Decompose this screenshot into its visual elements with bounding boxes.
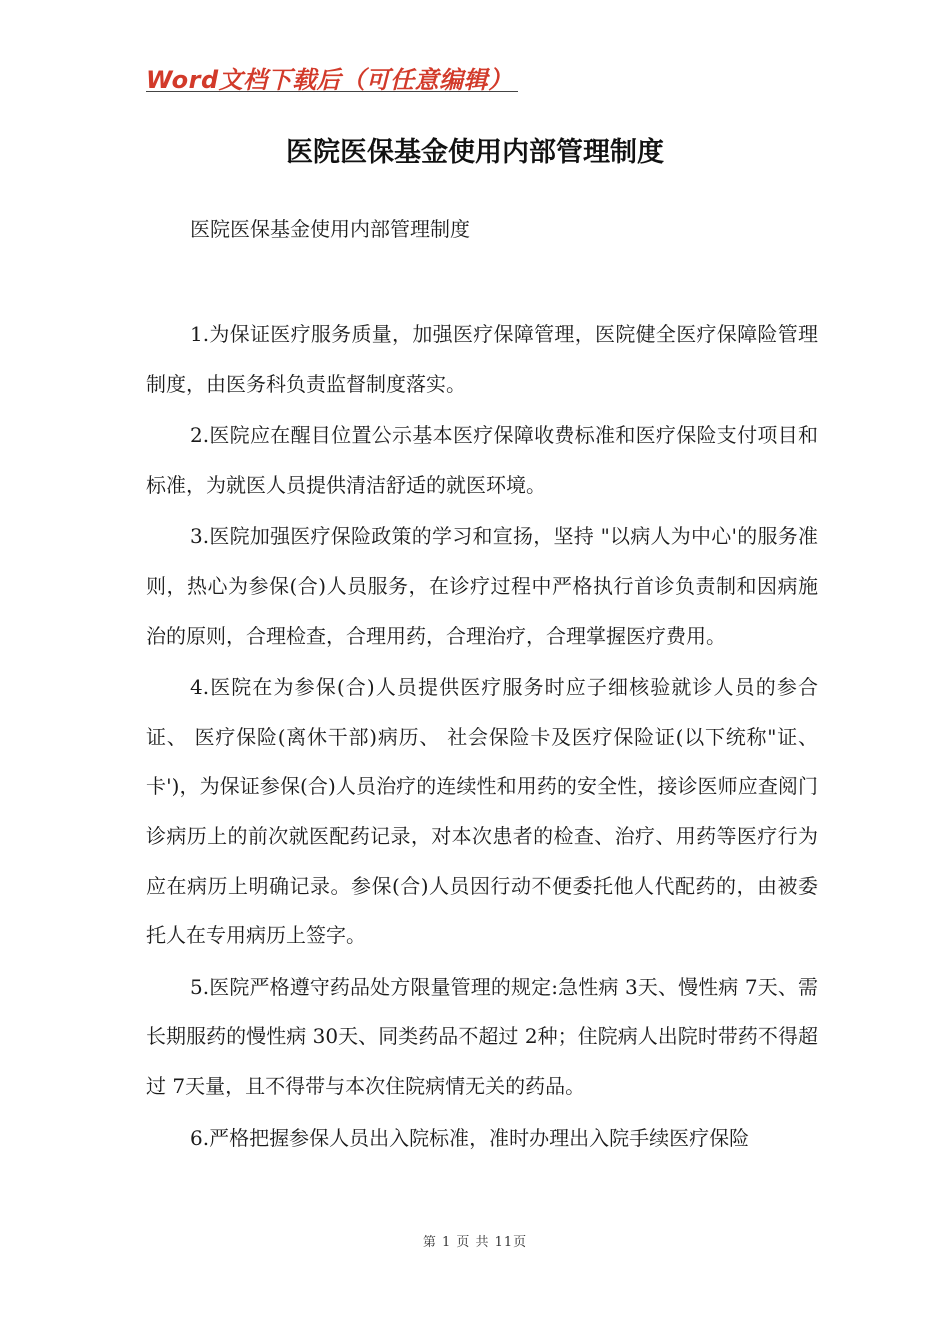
page-footer: 第 1 页 共 11页 [422,1235,528,1250]
download-watermark: Word文档下载后（可任意编辑） [146,66,513,94]
page-title: 医院医保基金使用内部管理制度 [286,137,664,168]
paragraph-4: 4.医院在为参保(合)人员提供医疗服务时应子细核验就诊人员的参合证、 医疗保险(离休干部)病历、 社会保险卡及医疗保险证(以下统称"证、卡')，为保证参保(合)人员治疗的连续性和用药的安全性，接诊医师应查阅门诊病历上的前次就医配药记录，对本次患者的检查、治疗、用药等医疗行为应在病历上明确记录。参保(合)人员因行动不便委托他人代配药的，由被委托人在专用病历上签字。 [146,675,818,948]
paragraph-5: 5.医院严格遵守药品处方限量管理的规定:急性病 3天、慢性病 7天、需长期服药的慢性病 30天、同类药品不超过 2种；住院病人出院时带药不得超过 7天量，且不得带与本次住院病情无关的药品。 [146,974,818,1098]
paragraph-1: 1.为保证医疗服务质量，加强医疗保障管理，医院健全医疗保障险管理制度，由医务科负责监督制度落实。 [146,322,818,396]
paragraph-3: 3.医院加强医疗保险政策的学习和宣扬，坚持 "以病人为中心'的服务准则，热心为参保(合)人员服务，在诊疗过程中严格执行首诊负责制和因病施治的原则，合理检查，合理用药，合理治疗，合理掌握医疗费用。 [146,524,818,648]
paragraph-2: 2.医院应在醒目位置公示基本医疗保障收费标准和医疗保险支付项目和标准，为就医人员提供清洁舒适的就医环境。 [146,423,818,497]
document-subtitle: 医院医保基金使用内部管理制度 [190,217,470,241]
header-divider [146,91,518,92]
document-body [146,310,818,1165]
paragraph-6: 6.严格把握参保人员出入院标准，准时办理出入院手续医疗保险 [190,1125,750,1150]
